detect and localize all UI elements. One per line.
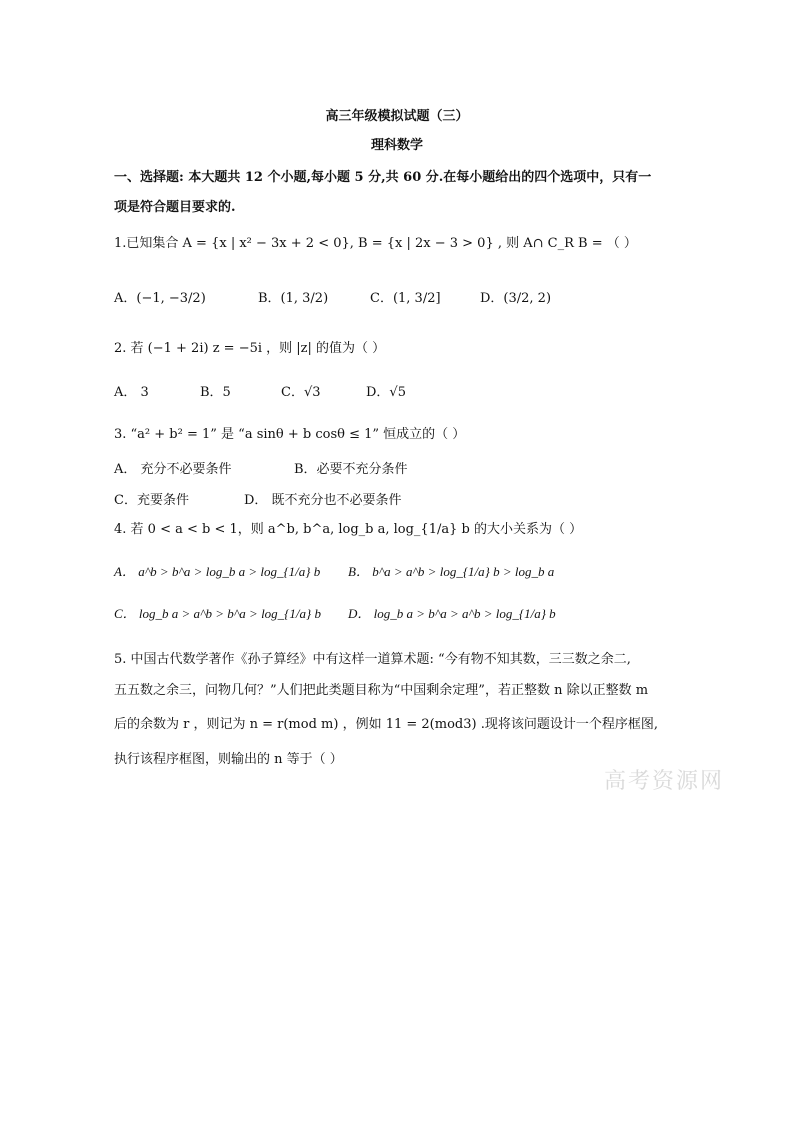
question-1-stem: 1.已知集合 A = {x | x² − 3x + 2 < 0}, B = {x | 2x − 3 > 0} , 则 A∩ C_R B = （ ） xyxy=(114,236,637,251)
question-4-option-d: D． log_b a > b^a > a^b > log_{1/a} b xyxy=(348,606,556,621)
question-3-option-d: D． 既不充分也不必要条件 xyxy=(244,493,402,508)
exam-subject: 理科数学 xyxy=(370,138,423,153)
watermark: 高考资源网 xyxy=(604,769,725,794)
question-2-option-d: D．√5 xyxy=(366,385,406,400)
question-5-line4: 执行该程序框图，则输出的 n 等于（ ） xyxy=(114,752,343,767)
question-1-option-b: B．(1, 3/2) xyxy=(258,291,329,306)
question-1-option-d: D．(3/2, 2) xyxy=(480,291,552,306)
question-1-option-a: A．(−1, −3/2) xyxy=(114,291,206,306)
question-2-option-b: B．5 xyxy=(200,385,231,400)
question-1-option-c: C．(1, 3/2] xyxy=(370,291,441,306)
question-2-option-a: A． 3 xyxy=(114,385,149,400)
question-5-line2: 五五数之余三，问物几何？”人们把此类题目称为“中国剩余定理”，若正整数 n 除以正整数 m xyxy=(114,683,649,698)
question-4-option-a: A． a^b > b^a > log_b a > log_{1/a} b xyxy=(114,564,321,579)
section-heading-line2: 项是符合题目要求的. xyxy=(114,200,236,215)
section-heading-line1: 一、选择题: 本大题共 12 个小题,每小题 5 分,共 60 分.在每小题给出的四个选项中，只有一 xyxy=(114,170,652,185)
question-2-stem: 2. 若 (−1 + 2i) z = −5i ，则 |z| 的值为（ ） xyxy=(114,341,386,356)
question-2-option-c: C．√3 xyxy=(281,385,321,400)
question-3-option-a: A． 充分不必要条件 xyxy=(114,462,232,477)
question-4-option-b: B． b^a > a^b > log_{1/a} b > log_b a xyxy=(348,564,555,579)
question-4-stem: 4. 若 0 < a < b < 1，则 a^b, b^a, log_b a, log_{1/a} b 的大小关系为（ ） xyxy=(114,522,583,537)
question-3-option-c: C．充要条件 xyxy=(114,493,189,508)
question-4-option-c: C． log_b a > a^b > b^a > log_{1/a} b xyxy=(114,606,321,621)
question-5-line1: 5. 中国古代数学著作《孙子算经》中有这样一道算术题: “今有物不知其数，三三数之余二, xyxy=(114,652,631,667)
question-3-stem: 3. “a² + b² = 1” 是 “a sinθ + b cosθ ≤ 1” 恒成立的（ ） xyxy=(114,427,466,442)
question-3-option-b: B．必要不充分条件 xyxy=(294,462,408,477)
question-5-line3: 后的余数为 r ，则记为 n = r(mod m) ，例如 11 = 2(mod3) .现将该问题设计一个程序框图, xyxy=(114,717,658,732)
exam-title: 高三年级模拟试题（三） xyxy=(325,109,469,124)
